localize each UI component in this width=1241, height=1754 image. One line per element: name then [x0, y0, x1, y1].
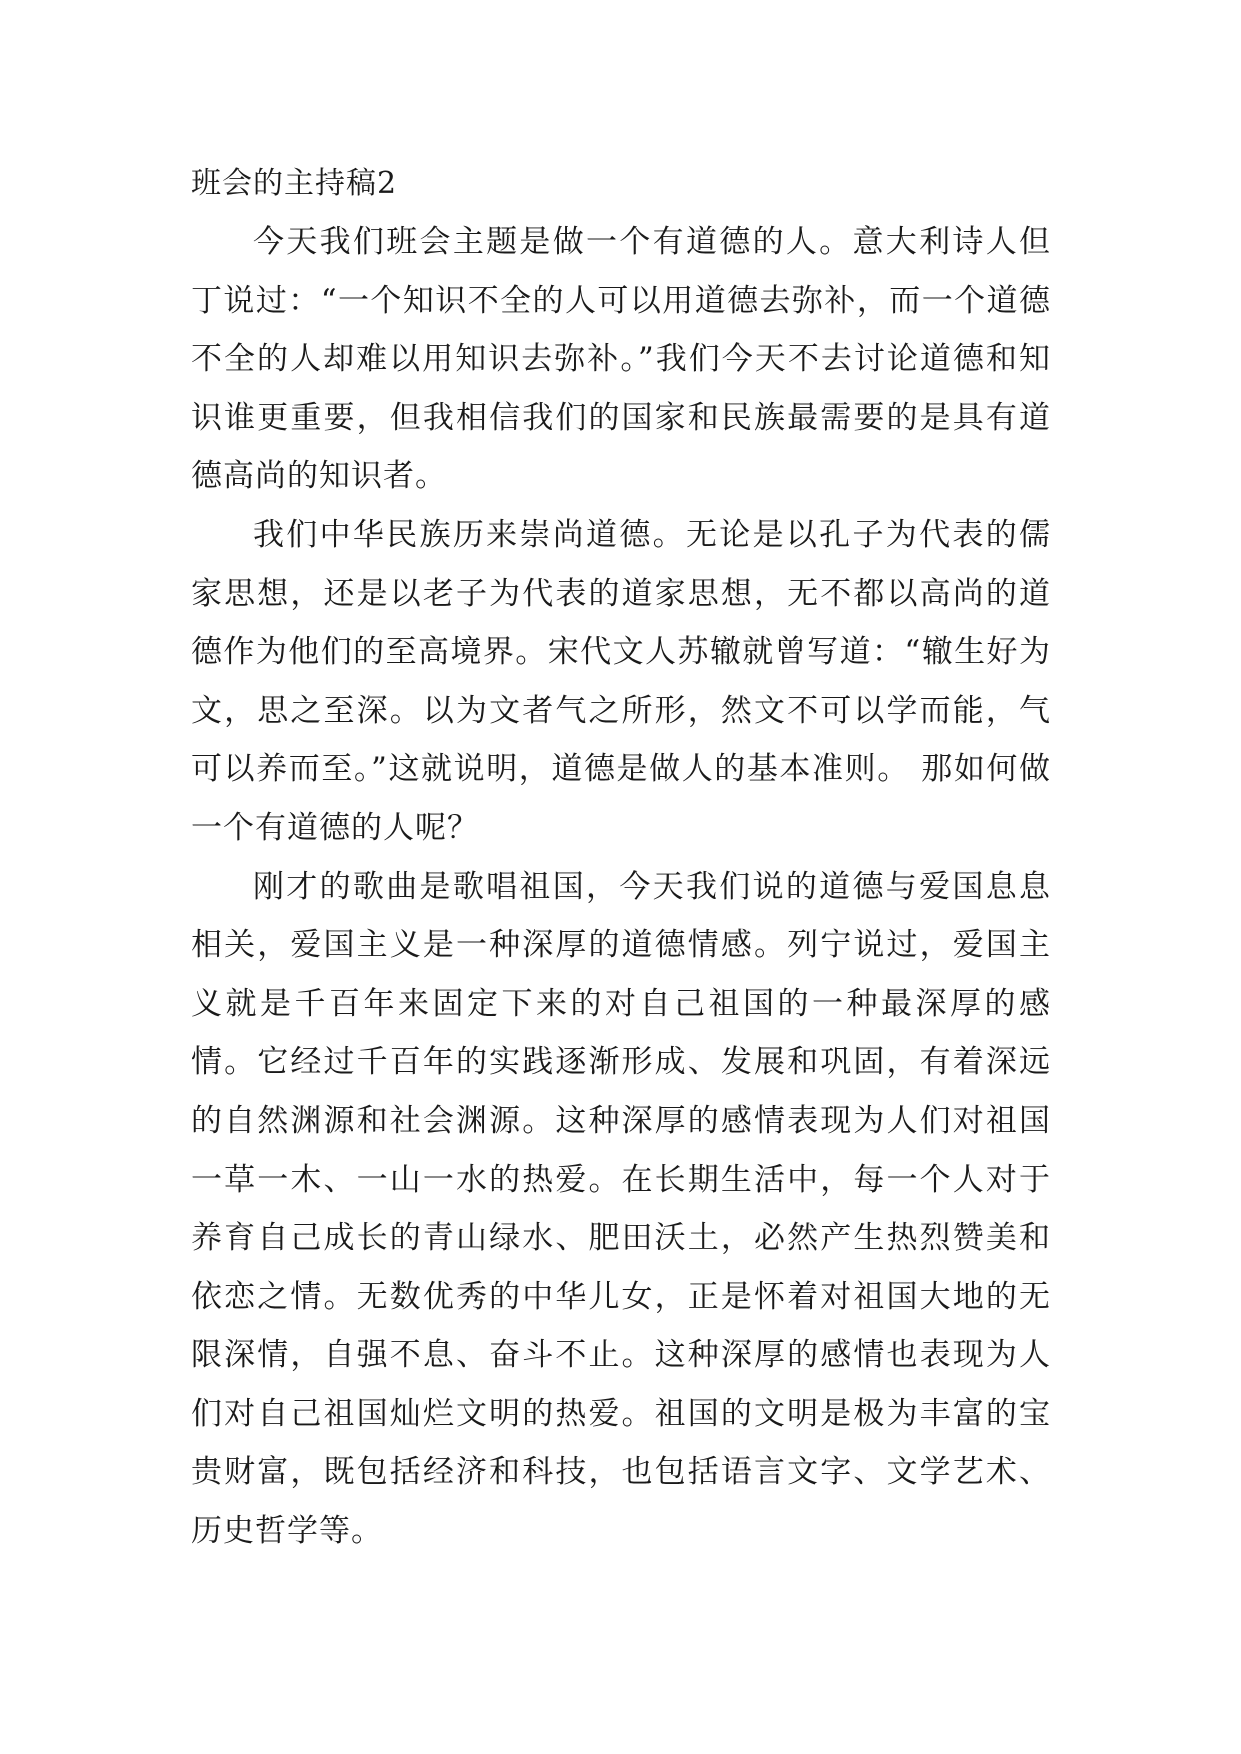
paragraph-2: 我们中华民族历来崇尚道德。无论是以孔子为代表的儒家思想，还是以老子为代表的道家思想，无不都以高尚的道德作为他们的至高境界。宋代文人苏辙就曾写道：“辙生好为文，思之至深。以为文者气之所形，然文不可以学而能，气可以养而至。”这就说明，道德是做人的基本准则。 那如何做一个有道德的人呢？ [191, 516, 1051, 846]
document-body [191, 155, 1051, 1561]
paragraph-3: 刚才的歌曲是歌唱祖国，今天我们说的道德与爱国息息相关，爱国主义是一种深厚的道德情感。列宁说过，爱国主义就是千百年来固定下来的对自己祖国的一种最深厚的感情。它经过千百年的实践逐渐形成、发展和巩固，有着深远的自然渊源和社会渊源。这种深厚的感情表现为人们对祖国一草一木、一山一水的热爱。在长期生活中，每一个人对于养育自己成长的青山绿水、肥田沃土，必然产生热烈赞美和依恋之情。无数优秀的中华儿女，正是怀着对祖国大地的无限深情，自强不息、奋斗不止。这种深厚的感情也表现为人们对自己祖国灿烂文明的热爱。祖国的文明是极为丰富的宝贵财富，既包括经济和科技，也包括语言文字、文学艺术、历史哲学等。 [191, 868, 1051, 1550]
document-title: 班会的主持稿2 [191, 166, 398, 201]
paragraph-1: 今天我们班会主题是做一个有道德的人。意大利诗人但丁说过：“一个知识不全的人可以用道德去弥补，而一个道德不全的人却难以用知识去弥补。”我们今天不去讨论道德和知识谁更重要，但我相信我们的国家和民族最需要的是具有道德高尚的知识者。 [191, 224, 1051, 495]
